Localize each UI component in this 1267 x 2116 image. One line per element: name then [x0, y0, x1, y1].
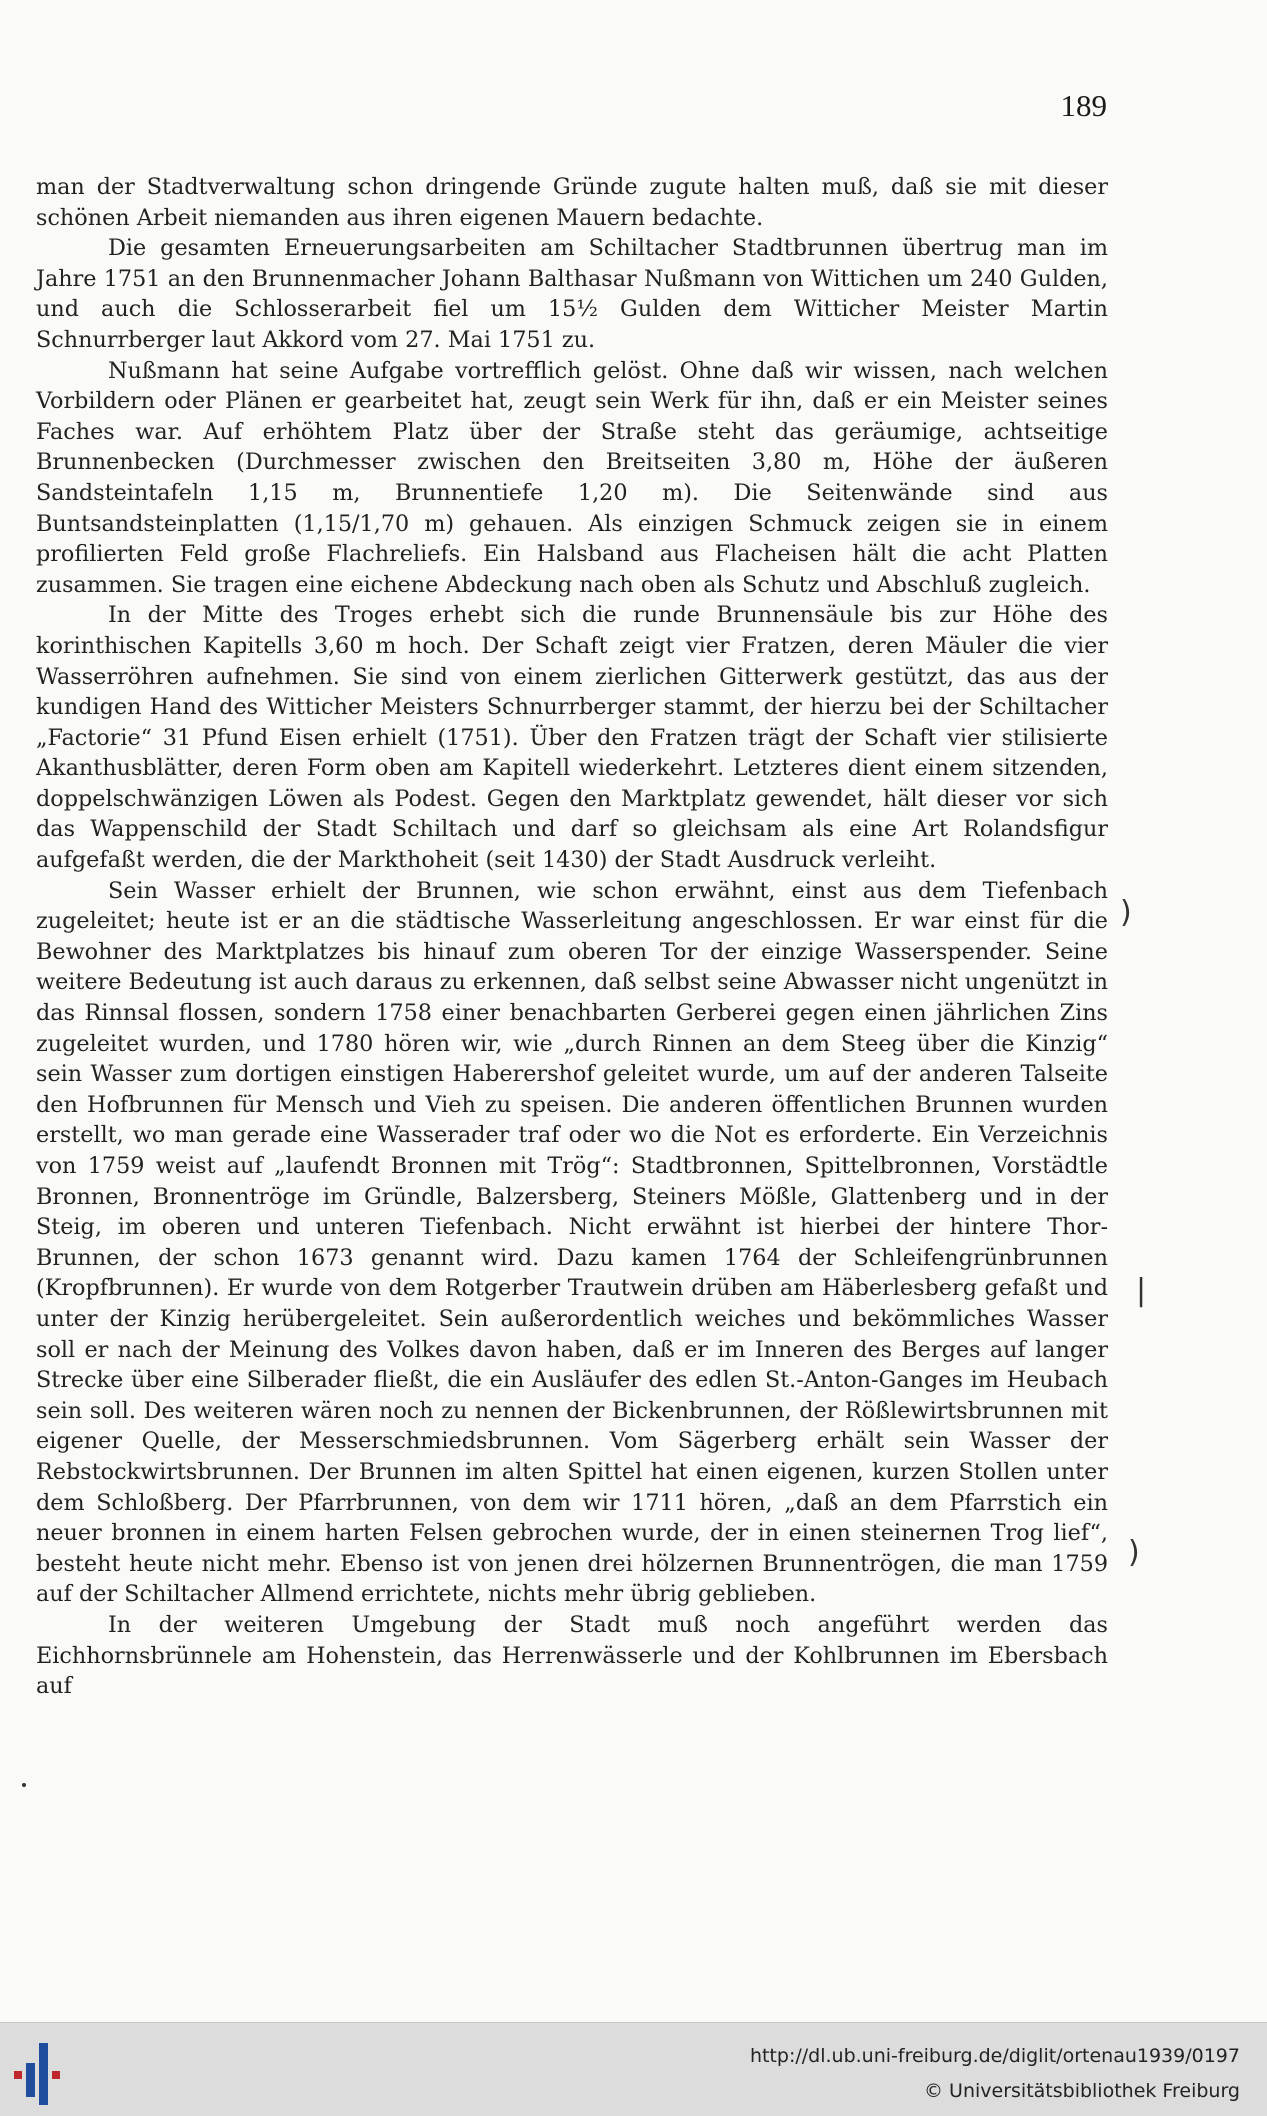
viewer-footer	[0, 2022, 1267, 2116]
permalink-url[interactable]: http://dl.ub.uni-freiburg.de/diglit/ortenau1939/0197	[749, 2045, 1240, 2067]
paragraph-4: In der Mitte des Troges erhebt sich die runde Brunnensäule bis zur Höhe des korinthischen Kapitells 3,60 m hoch. Der Schaft zeigt vier Fratzen, deren Mäuler die vier Wasserröhren aufnehmen. Sie sind von einem zierlichen Gitterwerk gestützt, das aus der kundigen Hand des Witticher Meisters Schnurrberger stammt, der hierzu bei der Schiltacher „Factorie“ 31 Pfund Eisen erhielt (1751). Über den Fratzen trägt der Schaft vier stilisierte Akanthusblätter, deren Form oben am Kapitell wiederkehrt. Letzteres dient einem sitzenden, doppelschwänzigen Löwen als Podest. Gegen den Marktplatz gewendet, hält dieser vor sich das Wappenschild der Stadt Schiltach und darf so gleichsam als eine Art Rolandsfigur aufgefaßt werden, die der Markthoheit (seit 1430) der Stadt Ausdruck verleiht.	[36, 602, 1108, 874]
margin-mark: |	[1136, 1273, 1147, 1308]
page-number: 189	[1060, 88, 1107, 123]
scan-speck	[22, 1783, 26, 1787]
paragraph-1: man der Stadtverwaltung schon dringende Gründe zugute halten muß, daß sie mit dieser schönen Arbeit niemanden aus ihren eigenen Mauern bedachte.	[36, 174, 1108, 231]
paragraph-5: Sein Wasser erhielt der Brunnen, wie schon erwähnt, einst aus dem Tiefenbach zugeleitet; heute ist er an die städtische Wasserleitung angeschlossen. Er war einst für die Bewohner des Marktplatzes bis hinauf zum oberen Tor der einzige Wasserspender. Seine weitere Bedeutung ist auch daraus zu erkennen, daß selbst seine Abwasser nicht ungenützt in das Rinnsal flossen, sondern 1758 einer benachbarten Gerberei gegen einen jährlichen Zins zugeleitet wurden, und 1780 hören wir, wie „durch Rinnen an dem Steeg über die Kinzig“ sein Wasser zum dortigen einstigen Haberershof geleitet wurde, um auf der anderen Talseite den Hofbrunnen für Mensch und Vieh zu speisen. Die anderen öffentlichen Brunnen wurden erstellt, wo man gerade eine Wasserader traf oder wo die Not es erforderte. Ein Verzeichnis von 1759 weist auf „laufendt Bronnen mit Trög“: Stadtbronnen, Spittelbronnen, Vorstädtle Bronnen, Bronnentröge im Gründle, Balzersberg, Steiners Mößle, Glattenberg und in der Steig, im oberen und unteren Tiefenbach. Nicht erwähnt ist hierbei der hintere Thor-Brunnen, der schon 1673 genannt wird. Dazu kamen 1764 der Schleifengrünbrunnen (Kropfbrunnen). Er wurde von dem Rotgerber Trautwein drüben am Häberlesberg gefaßt und unter der Kinzig herübergeleitet. Sein außerordentlich weiches und bekömmliches Wasser soll er nach der Meinung des Volkes davon haben, daß er im Inneren des Berges auf langer Strecke über eine Silberader fließt, die ein Ausläufer des edlen St.-Anton-Ganges im Heubach sein soll. Des weiteren wären noch zu nennen der Bickenbrunnen, der Rößlewirtsbrunnen mit eigener Quelle, der Messerschmiedsbrunnen. Vom Sägerberg erhält sein Wasser der Rebstockwirtsbrunnen. Der Brunnen im alten Spittel hat einen eigenen, kurzen Stollen unter dem Schloßberg. Der Pfarrbrunnen, von dem wir 1711 hören, „daß an dem Pfarrstich ein neuer bronnen in einem harten Felsen gebrochen wurde, der in einen steinernen Trog lief“, besteht heute nicht mehr. Ebenso ist von jenen drei hölzernen Brunnentrögen, die man 1759 auf der Schiltacher Allmend errichtete, nichts mehr übrig geblieben.	[36, 877, 1108, 1608]
paragraph-3: Nußmann hat seine Aufgabe vortrefflich gelöst. Ohne daß wir wissen, nach welchen Vorbildern oder Plänen er gearbeitet hat, zeugt sein Werk für ihn, daß er ein Meister seines Faches war. Auf erhöhtem Platz über der Straße steht das geräumige, achtseitige Brunnenbecken (Durchmesser zwischen den Breitseiten 3,80 m, Höhe der äußeren Sandsteintafeln 1,15 m, Brunnentiefe 1,20 m). Die Seitenwände sind aus Buntsandsteinplatten (1,15/1,70 m) gehauen. Als einzigen Schmuck zeigen sie in einem profilierten Feld große Flachreliefs. Ein Halsband aus Flacheisen hält die acht Platten zusammen. Sie tragen eine eichene Abdeckung nach oben als Schutz und Abschluß zugleich.	[36, 357, 1108, 598]
ub-freiburg-logo-icon	[14, 2037, 78, 2105]
margin-mark: )	[1128, 1535, 1140, 1570]
body-text	[36, 172, 1108, 1702]
paragraph-2: Die gesamten Erneuerungsarbeiten am Schiltacher Stadtbrunnen übertrug man im Jahre 1751 an den Brunnenmacher Johann Balthasar Nußmann von Wittichen um 240 Gulden, und auch die Schlosserarbeit fiel um 15½ Gulden dem Witticher Meister Martin Schnurrberger laut Akkord vom 27. Mai 1751 zu.	[36, 235, 1108, 353]
margin-mark: )	[1120, 895, 1132, 930]
paragraph-6: In der weiteren Umgebung der Stadt muß noch angeführt werden das Eichhornsbrünnele am Hohenstein, das Herrenwässerle und der Kohlbrunnen im Ebersbach auf	[36, 1611, 1108, 1700]
copyright-notice: © Universitätsbibliothek Freiburg	[924, 2080, 1240, 2102]
